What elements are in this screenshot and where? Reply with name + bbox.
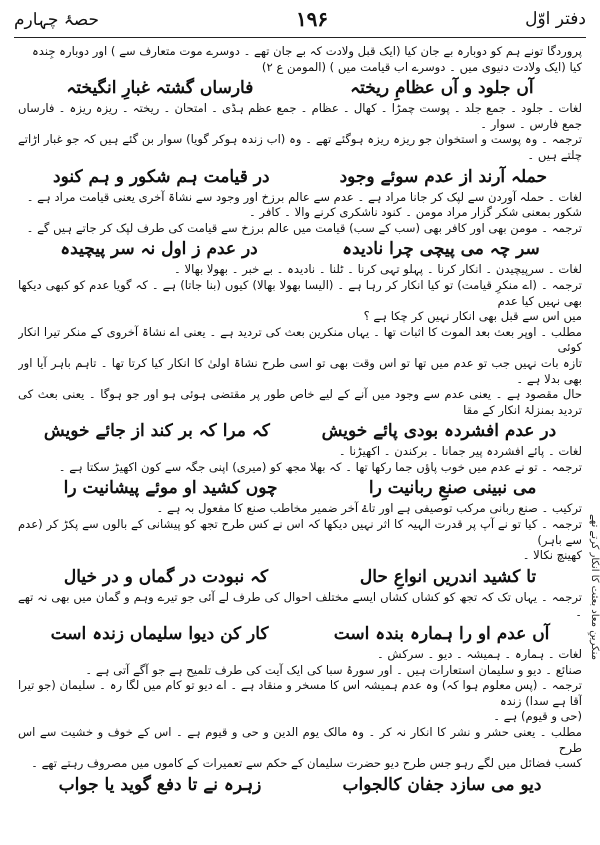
- text-line: (حی و قیوم) ہے ۔: [493, 709, 582, 724]
- verse-first-hemistich: آں جلود و آں عظامِ ریختہ: [350, 78, 534, 99]
- text-line: لغات ۔ حملہ آوردن سے لپک کر جانا مراد ہے ۔ عدم سے عالم برزخ اور وجود سے نشاۃ آخری یعنی قیامت مراد ہے ۔: [26, 189, 582, 204]
- text-line: ترکیب ۔ صنع ربانی مرکب توصیفی ہے اور تاۓ آخر ضمیر مخاطب صنع کا مفعول بہ ہے ۔: [156, 501, 582, 516]
- verse-couplet: [18, 565, 582, 589]
- verse-first-hemistich: می نبینی صنعِ ربانیت را: [368, 478, 537, 499]
- text-line: لغات ۔ سرپیچیدن ۔ انکار کرنا ۔ پہلو تہی کرنا ۔ ٹلنا ۔ نادیدہ ۔ بے خبر ۔ بھولا بھالا ۔: [173, 262, 582, 277]
- verse-couplet: [18, 76, 582, 100]
- verse-first-hemistich: در عدم افشردہ بودی پائے خویش: [321, 421, 557, 442]
- text-line: ترجمہ ۔ تو نے عدم میں خوب پاؤں جما رکھا تھا ۔ کہ بھلا مجھ کو (میری) اپنی جگہ سے کون اکھیڑ سکتا ہے ۔: [58, 459, 582, 474]
- header-divider: [14, 37, 586, 38]
- volume-title: دفتر اوّل: [525, 9, 586, 29]
- text-line: ترجمہ ۔ (پس معلوم ہوا کہ) وہ عدم ہمیشہ اس کا مسخر و منقاد ہے ۔ اے دیو تو کام میں لگا رہ ۔ سلیمان (جو تیرا آقا ہے سدا) زندہ: [18, 678, 582, 708]
- text-line: ترجمہ ۔ کیا تو نے آپ پر قدرت الہیہ کا اثر نہیں دیکھا کہ اس نے کس طرح تجھ کو پیشانی کے بالوں سے پکڑ کر (عدم سے باہر): [18, 517, 582, 547]
- text-line: پروردگا تونے ہم کو دوبارہ بے جان کیا (ایک قبل ولادت کہ بے جان تھے ۔ دوسرے موت متعارف سے ) اور دوبارہ جِندہ: [31, 44, 582, 58]
- text-line: ترجمہ ۔ (اے منکرِ قیامت) تو کیا انکار کر رہا ہے ۔ (الیسا بھولا بھالا) کیوں (بنا جاتا) ہے ۔ کہ گویا عدم کو کبھی دیکھا بھی نہیں کیا عدم: [18, 277, 582, 308]
- verse-second-hemistich: فارساں گشتہ غبارِ انگیختہ: [66, 78, 254, 99]
- verse-couplet: [18, 237, 582, 261]
- text-line: حال مقصود ہے ۔ یعنی عدم سے وجود میں آنے کے لیے خاص طور پر مقتضی ہوئی ہو اور جو ہوگا ۔ یعنی بعث کی تردید بمنزلۂ انکار کے مقا: [18, 387, 582, 417]
- page-header: [14, 2, 586, 36]
- page-number: ۱۹۶: [295, 7, 329, 31]
- text-line: مطلب ۔ اوپر بعث بعد الموت کا اثبات تھا ۔ یہاں منکرین بعث کی تردید ہے ۔ یعنی اے نشاۃ آخروی کے منکر تیرا انکار کوئی: [18, 324, 582, 355]
- text-line: صنائع ۔ دیو و سلیمان استعارات ہیں ۔ اور سورۂ سبا کی ایک آیت کی طرف تلمیح ہے جو آگے آتی ہے ۔: [85, 662, 582, 677]
- verse-first-hemistich: آں عدم او را ہمارہ بندہ است: [333, 624, 550, 645]
- verse-second-hemistich: کہ مرا کہ بر کند از جائے خویش: [43, 421, 270, 442]
- text-line: مطلب ۔ یعنی حشر و نشر کا انکار نہ کر ۔ وہ مالک یوم الدین و حی و قیوم ہے ۔ اس کے خوف و خشیت سے اس طرح: [18, 725, 582, 755]
- text-line: ترجمہ ۔ مومن بھی اور کافر بھی (سب کے سب) قیامت میں عالم برزخ سے قیامت کی طرف لپک کر جاتے ہیں گے ۔: [26, 220, 582, 235]
- verse-first-hemistich: دیو می سازد جفان کالجواب: [342, 774, 542, 795]
- verse-couplet: [18, 419, 582, 443]
- verse-first-hemistich: حملہ آرند از عدم سوئے وجود: [339, 166, 547, 187]
- text-line: میں اس سے قبل بھی انکار نہیں کر چکا ہے ؟: [363, 309, 582, 324]
- part-title: حصۂ چہارم: [14, 9, 100, 30]
- page-body: [18, 44, 582, 841]
- text-line: ترجمہ ۔ یہاں تک کہ تجھ کو کشاں کشاں ایسے مختلف احوال کی طرف لے آئی جو تیرے وہم و گمان میں بھی نہ تھے ۔: [18, 589, 582, 620]
- verse-second-hemistich: در قیامت ہم شکور و ہم کنود: [53, 166, 270, 187]
- verse-couplet: [18, 476, 582, 500]
- text-line: لغات ۔ ہمارہ ۔ ہمیشہ ۔ دیو ۔ سرکش ۔: [376, 647, 582, 662]
- verse-second-hemistich: در عدم ز اول نہ سر پیچیدہ: [60, 239, 258, 260]
- margin-note: منکرینِ معاد بعثت کا انکار کرتے تھے: [589, 514, 600, 660]
- verse-first-hemistich: تا کشید اندریں انواعِ حال: [359, 566, 537, 587]
- text-line: ترجمہ ۔ وہ پوست و استخوان جو ریزہ ریزہ ہوگئے تھے ۔ وہ (اب زندہ ہوکر گویا) سوار بن گئے ہیں کہ جو غبار اڑاتے چلتے ہیں ۔: [18, 132, 582, 162]
- verse-couplet: [18, 773, 582, 797]
- verse-first-hemistich: سر چہ می پیچی چرا نادیدہ: [342, 239, 540, 260]
- verse-second-hemistich: چوں کشید او موئے پیشانیت را: [63, 478, 278, 499]
- verse-second-hemistich: کار کن دیوا سلیماں زندہ است: [50, 624, 269, 645]
- text-line: کسب فضائل میں لگے رہو جس طرح دیو حضرت سلیمان کے حکم سے تعمیرات کے کاموں میں مصروف رہتے تھے ۔: [31, 756, 582, 771]
- text-line: کیا (ایک ولادت دنیوی میں ۔ دوسرے اب قیامت میں ) (المومن ع ۲): [261, 59, 582, 74]
- verse-second-hemistich: زہرہ نے تا دفع گوید یا جواب: [58, 774, 262, 795]
- text-line: تازہ بات نہیں جب تو عدم میں تھا تو اس وقت بھی تو اسی طرح نشاۃ اولیٰ کا انکار کیا کرتا تھا ۔ تاہم باہر آیا اور بھی بدلا ہے ۔: [18, 355, 582, 386]
- verse-couplet: [18, 165, 582, 189]
- text-line: شکور بمعنی شکر گزار مراد مومن ۔ کنود ناشکری کرنے والا ۔ کافر ۔: [248, 205, 582, 220]
- verse-couplet: [18, 622, 582, 646]
- verse-second-hemistich: کہ نبودت در گماں و در خیال: [63, 566, 269, 587]
- text-line: لغات ۔ جلود ۔ جمع جلد ۔ پوست چمڑا ۔ کھال ۔ عظام ۔ جمع عظم ہڈی ۔ امتحان ۔ ریختہ ۔ ریزہ ریزہ ۔ فارساں جمع فارس ۔ سوار ۔: [18, 101, 582, 131]
- text-line: لغات ۔ پائے افشردہ پیر جمانا ۔ برکندن ۔ اکھیڑنا ۔: [338, 444, 582, 459]
- text-line: کھینچ نکالا ۔: [522, 548, 582, 563]
